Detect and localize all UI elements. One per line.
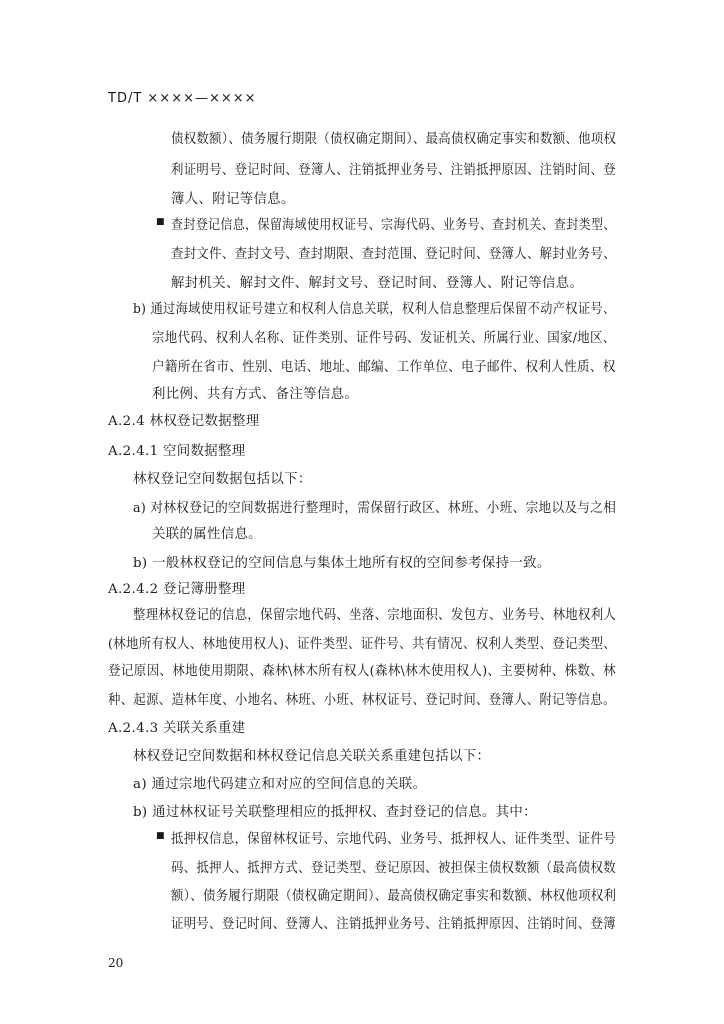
text-line: 抵押权信息，保留林权证号、宗地代码、业务号、抵押权人、证件类型、证件号: [171, 832, 616, 847]
text-line: 林权登记空间数据和林权登记信息关联关系重建包括以下：: [133, 749, 491, 764]
text-line: 关联的属性信息。: [152, 527, 262, 542]
section-heading: A.2.4.3 关联关系重建: [108, 721, 246, 736]
text-line: 证明号、登记时间、登簿人、注销抵押业务号、注销抵押原因、注销时间、登簿: [171, 917, 616, 932]
bullet-icon: ■: [156, 831, 165, 841]
text-line: b) 通过海域使用权证号建立和权利人信息关联，权利人信息整理后保留不动产权证号、: [133, 302, 616, 317]
text-line: b) 一般林权登记的空间信息与集体土地所有权的空间参考保持一致。: [133, 556, 551, 571]
text-line: 户籍所在省市、性别、电话、地址、邮编、工作单位、电子邮件、权利人性质、权: [152, 360, 616, 375]
text-line: 整理林权登记的信息，保留宗地代码、坐落、宗地面积、发包方、业务号、林地权利人: [133, 608, 617, 623]
text-line: 解封机关、解封文件、解封文号、登记时间、登簿人、附记等信息。: [171, 276, 584, 291]
text-line: a) 通过宗地代码建立和对应的空间信息的关联。: [133, 777, 427, 792]
text-line: (林地所有权人、林地使用权人)、证件类型、证件号、共有情况、权利人类型、登记类型、: [108, 637, 617, 652]
text-line: 债权数额）、债务履行期限（债权确定期间）、最高债权确定事实和数额、他项权: [171, 132, 617, 147]
text-line: 利比例、共有方式、备注等信息。: [152, 387, 359, 402]
section-heading: A.2.4 林权登记数据整理: [108, 414, 260, 429]
text-line: 码、抵押人、抵押方式、登记类型、登记原因、被担保主债权数额（最高债权数: [171, 861, 616, 876]
text-line: 种、起源、造林年度、小地名、林班、小班、林权证号、登记时间、登簿人、附记等信息。: [108, 693, 616, 708]
text-line: 利证明号、登记时间、登簿人、注销抵押业务号、注销抵押原因、注销时间、登: [171, 163, 616, 178]
standard-code: TD/T ××××—××××: [108, 91, 257, 106]
text-line: 宗地代码、权利人名称、证件类别、证件号码、发证机关、所属行业、国家/地区、: [152, 331, 616, 346]
text-line: 额）、债务履行期限（债权确定期间）、最高债权确定事实和数额、林权他项权利: [171, 889, 617, 904]
text-line: 查封登记信息，保留海域使用权证号、宗海代码、业务号、查封机关、查封类型、: [171, 218, 616, 233]
section-heading: A.2.4.1 空间数据整理: [108, 444, 246, 459]
text-line: 林权登记空间数据包括以下：: [133, 472, 312, 487]
section-heading: A.2.4.2 登记簿册整理: [108, 582, 246, 597]
text-line: 登记原因、林地使用期限、森林\林木所有权人(森林\林木使用权人)、主要树种、株数、林: [108, 664, 616, 679]
text-line: 簿人、附记等信息。: [171, 192, 295, 207]
text-line: a) 对林权登记的空间数据进行整理时，需保留行政区、林班、小班、宗地以及与之相: [133, 501, 617, 516]
text-line: b) 通过林权证号关联整理相应的抵押权、查封登记的信息。其中：: [133, 805, 537, 820]
page-number: 20: [108, 956, 124, 970]
bullet-icon: ■: [156, 217, 165, 227]
text-line: 查封文件、查封文号、查封期限、查封范围、登记时间、登簿人、解封业务号、: [171, 247, 616, 262]
